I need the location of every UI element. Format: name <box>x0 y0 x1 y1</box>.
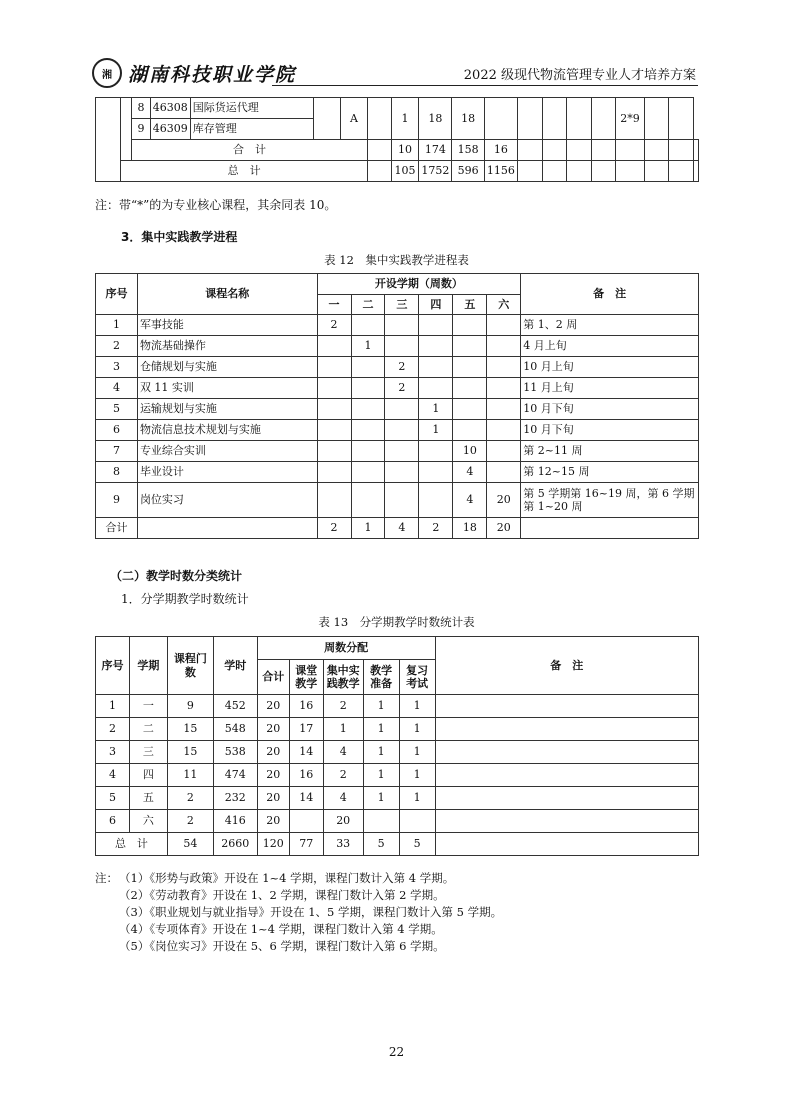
list-item: （5）《岗位实习》开设在 5、6 学期，课程门数计入第 6 学期。 <box>119 939 445 953</box>
total-row: 总 计 105 1752 596 1156 <box>96 161 699 182</box>
total-row: 总 计 54 2660 120 77 33 5 5 <box>96 833 699 856</box>
table-row: 6 六 2 416 20 20 <box>96 810 699 833</box>
term-hours-table: 序号 学期 课程门数 学时 周数分配 备 注 合计 课堂教学 集中实践教学 教学准备 复习考试 1 一 9 452 20 16 2 1 1 2 二 15 548 20 17 1 1 1 3 三 15 538 20 14 4 1 1 4 四 11 474 20 16 2 1 1 5 五 2 232 20 14 4 1 1 6 六 2 416 20 20 总 计 54 2660 120 77 33 5 5 <box>95 636 699 856</box>
practice-schedule-table: 序号 课程名称 开设学期（周数） 备 注 一 二 三 四 五 六 1 军事技能 2 第 1、2 周 2 物流基础操作 1 4 月上旬 3 仓储规划与实施 2 10 月上旬 4 双 11 实训 2 11 月上旬 5 运输规划与实施 1 10 月下旬 6 物流信息技术规划与实施 1 10 月下旬 7 专业综合实训 10 第 2~11 周 8 毕业设计 4 第 12~15 周 9 岗位实习 4 20 第 5 学期第 16~19 周，第 6 学期第 1~20 周 合计 2 1 4 2 18 20 <box>95 273 699 539</box>
list-item: 注： （1）《形势与政策》开设在 1~4 学期，课程门数计入第 4 学期。 <box>95 871 455 885</box>
table-row: 3 三 15 538 20 14 4 1 1 <box>96 741 699 764</box>
table-row: 7 专业综合实训 10 第 2~11 周 <box>96 441 699 462</box>
table-row: 9 岗位实习 4 20 第 5 学期第 16~19 周，第 6 学期第 1~20 周 <box>96 483 699 518</box>
table-caption: 表 13 分学期教学时数统计表 <box>318 615 475 629</box>
col-header-remark: 备 注 <box>521 274 699 315</box>
table-note: 注：带“*”的为专业核心课程，其余同表 10。 <box>95 198 337 212</box>
table-row: 6 物流信息技术规划与实施 1 10 月下旬 <box>96 420 699 441</box>
list-item: （4）《专项体育》开设在 1~4 学期，课程门数计入第 4 学期。 <box>119 922 443 936</box>
section-heading: 1．分学期教学时数统计 <box>121 592 249 606</box>
col-header-term: 开设学期（周数） <box>317 274 521 295</box>
table-row: 1 一 9 452 20 16 2 1 1 <box>96 695 699 718</box>
list-item: （3）《职业规划与就业指导》开设在 1、5 学期，课程门数计入第 5 学期。 <box>119 905 503 919</box>
table-row: 8 毕业设计 4 第 12~15 周 <box>96 462 699 483</box>
table-row: 4 双 11 实训 2 11 月上旬 <box>96 378 699 399</box>
table-row: 2 物流基础操作 1 4 月上旬 <box>96 336 699 357</box>
table-row: 2 二 15 548 20 17 1 1 1 <box>96 718 699 741</box>
page-number: 22 <box>388 1045 405 1059</box>
table-row: 9 46309 库存管理 <box>96 119 699 140</box>
section-heading: 3．集中实践教学进程 <box>121 230 238 244</box>
table-row: 8 46308 国际货运代理 A 1 18 18 2*9 <box>96 98 699 119</box>
total-row: 合计 2 1 4 2 18 20 <box>96 518 699 539</box>
section-heading: （二）教学时数分类统计 <box>110 569 243 583</box>
table-row: 4 四 11 474 20 16 2 1 1 <box>96 764 699 787</box>
list-item: （2）《劳动教育》开设在 1、2 学期，课程门数计入第 2 学期。 <box>119 888 445 902</box>
header-rule <box>272 85 698 86</box>
col-header-no: 序号 <box>96 274 138 315</box>
table-row: 3 仓储规划与实施 2 10 月上旬 <box>96 357 699 378</box>
school-seal-icon: 湘 <box>92 58 122 88</box>
school-name: 湖南科技职业学院 <box>128 63 297 86</box>
col-header-name: 课程名称 <box>137 274 317 315</box>
course-table-continued <box>95 97 699 182</box>
table-caption: 表 12 集中实践教学进程表 <box>324 253 469 267</box>
table-row: 5 五 2 232 20 14 4 1 1 <box>96 787 699 810</box>
school-logo <box>92 58 296 88</box>
document-title: 2022 级现代物流管理专业人才培养方案 <box>463 68 696 83</box>
table-row: 1 军事技能 2 第 1、2 周 <box>96 315 699 336</box>
page-header <box>92 58 698 88</box>
table-row: 5 运输规划与实施 1 10 月下旬 <box>96 399 699 420</box>
subtotal-row: 合 计 10 174 158 16 <box>96 140 699 161</box>
notes <box>95 870 502 955</box>
